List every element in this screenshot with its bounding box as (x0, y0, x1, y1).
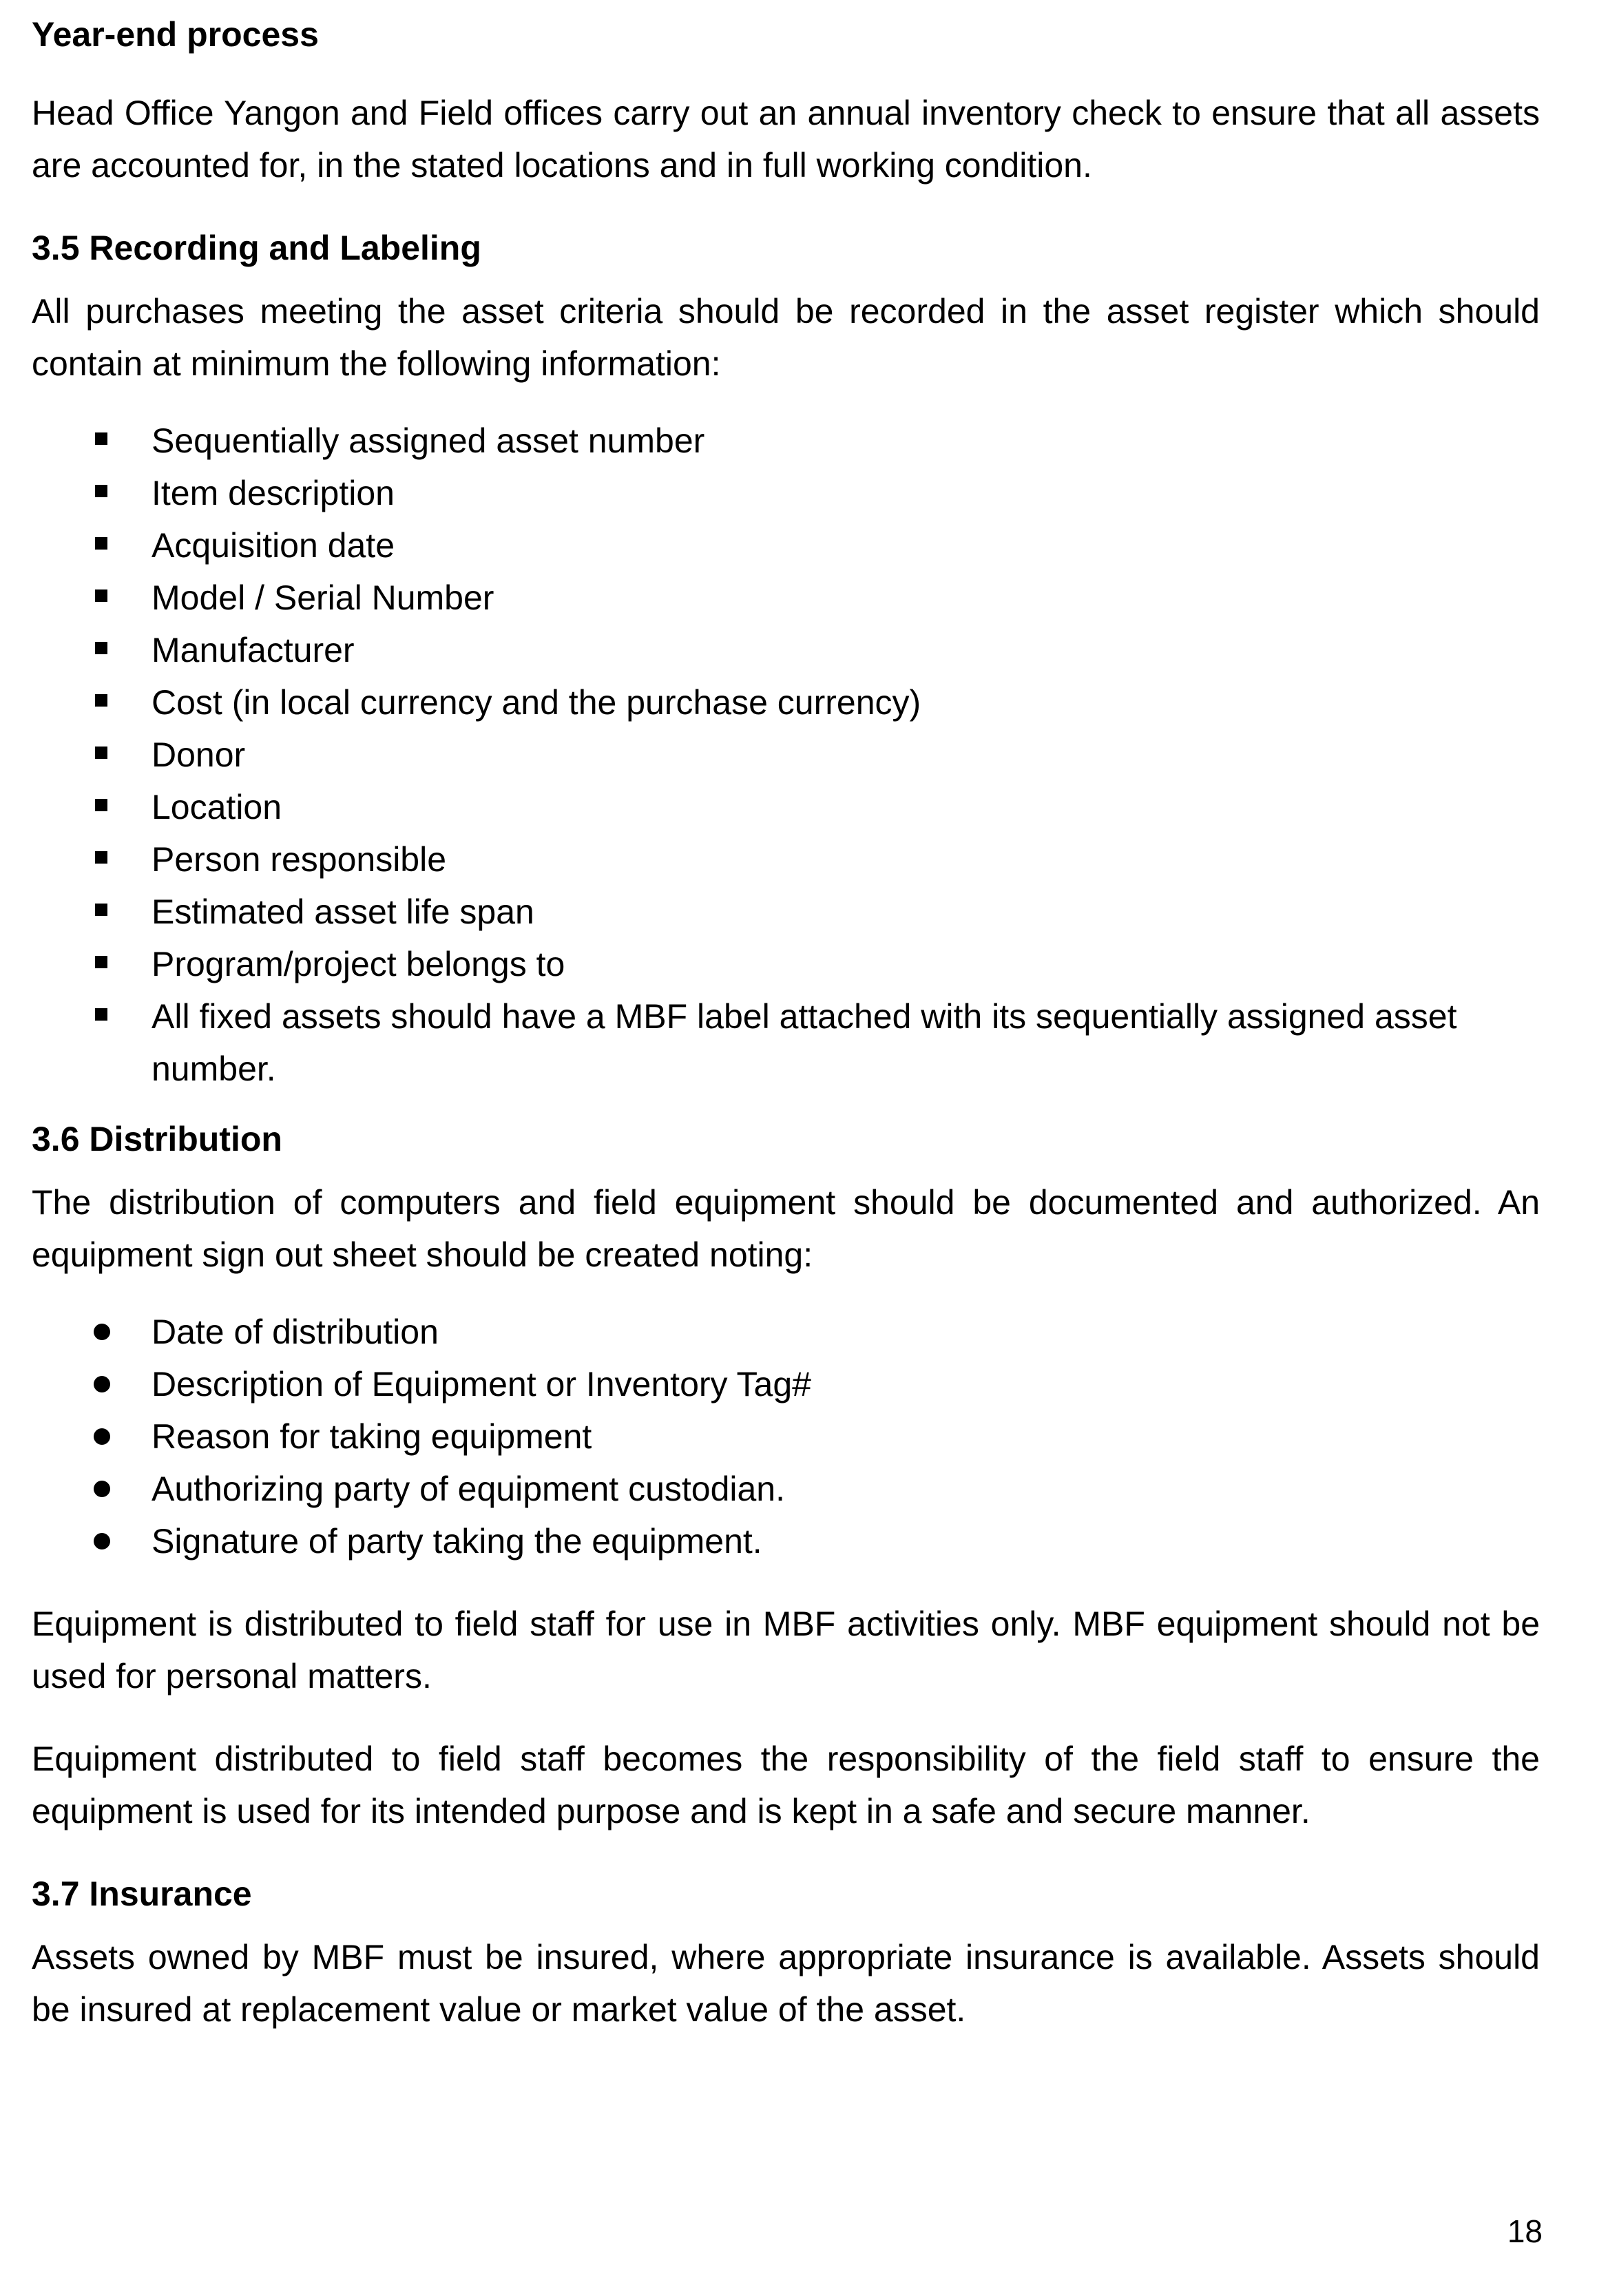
list-item (32, 572, 1540, 624)
list-item (32, 519, 1540, 572)
round-bullet-icon (94, 1428, 110, 1445)
square-bullet-icon (95, 485, 107, 497)
list-item-text: Location (152, 788, 282, 826)
list-item (32, 624, 1540, 676)
list-item (32, 1358, 1540, 1410)
square-bullet-icon (95, 799, 107, 811)
square-bullet-icon (95, 432, 107, 445)
list-item (32, 990, 1540, 1095)
list-item (32, 1463, 1540, 1515)
list-item (32, 886, 1540, 938)
paragraph-distribution: The distribution of computers and field equipment should be documented and authorized. An equipment sign out sheet should be created noting: (32, 1183, 1540, 1274)
paragraph-insurance: Assets owned by MBF must be insured, where appropriate insurance is available. Assets should be insured at replacement value or market value of the asset. (32, 1938, 1540, 2029)
list-item-text: Model / Serial Number (152, 578, 494, 617)
square-bullet-icon (95, 1008, 107, 1021)
list-item-text: Sequentially assigned asset number (152, 421, 705, 460)
recording-bullet-list (32, 415, 1540, 1095)
list-item (32, 415, 1540, 467)
square-bullet-icon (95, 956, 107, 968)
square-bullet-icon (95, 589, 107, 602)
list-item (32, 1306, 1540, 1358)
list-item-text: Cost (in local currency and the purchase currency) (152, 683, 921, 722)
list-item-text: Estimated asset life span (152, 893, 534, 931)
list-item (32, 1515, 1540, 1567)
paragraph-recording: All purchases meeting the asset criteria should be recorded in the asset register which should contain at minimum the following information: (32, 292, 1540, 383)
list-item-text: Acquisition date (152, 526, 395, 565)
square-bullet-icon (95, 747, 107, 759)
list-item-text: Authorizing party of equipment custodian. (152, 1470, 785, 1508)
list-item (32, 676, 1540, 729)
list-item-text: Donor (152, 735, 246, 774)
list-item (32, 729, 1540, 781)
section-heading-insurance: 3.7 Insurance (32, 1875, 252, 1913)
paragraph-distribution-usage: Equipment is distributed to field staff for use in MBF activities only. MBF equipment should not be used for personal matters. (32, 1605, 1540, 1695)
list-item (32, 467, 1540, 519)
round-bullet-icon (94, 1324, 110, 1340)
list-item (32, 833, 1540, 886)
section-heading-recording: 3.5 Recording and Labeling (32, 229, 481, 267)
list-item-text: Person responsible (152, 840, 447, 879)
square-bullet-icon (95, 642, 107, 654)
square-bullet-icon (95, 537, 107, 550)
square-bullet-icon (95, 694, 107, 707)
paragraph-year-end: Head Office Yangon and Field offices carry out an annual inventory check to ensure that all assets are accounted for, in the stated locations and in full working condition. (32, 94, 1540, 185)
document-body (32, 8, 1540, 2036)
list-item (32, 938, 1540, 990)
distribution-bullet-list (32, 1306, 1540, 1567)
page-number: 18 (1507, 2213, 1543, 2249)
list-item (32, 1410, 1540, 1463)
list-item-text: Manufacturer (152, 631, 355, 669)
list-item-text: Signature of party taking the equipment. (152, 1522, 762, 1561)
paragraph-distribution-responsibility: Equipment distributed to field staff becomes the responsibility of the field staff to ensure the equipment is used for its intended purpose and is kept in a safe and secure manner. (32, 1740, 1540, 1830)
list-item-text: Description of Equipment or Inventory Tag# (152, 1365, 811, 1403)
round-bullet-icon (94, 1533, 110, 1549)
list-item-text: Program/project belongs to (152, 945, 565, 983)
square-bullet-icon (95, 904, 107, 916)
list-item-text: Item description (152, 474, 395, 512)
list-item-text: All fixed assets should have a MBF label attached with its sequentially assigned asset number. (152, 997, 1457, 1088)
list-item (32, 781, 1540, 833)
section-heading-year-end: Year-end process (32, 15, 319, 54)
round-bullet-icon (94, 1481, 110, 1497)
round-bullet-icon (94, 1376, 110, 1392)
section-heading-distribution: 3.6 Distribution (32, 1120, 282, 1158)
list-item-text: Date of distribution (152, 1313, 439, 1351)
list-item-text: Reason for taking equipment (152, 1417, 592, 1456)
square-bullet-icon (95, 851, 107, 864)
